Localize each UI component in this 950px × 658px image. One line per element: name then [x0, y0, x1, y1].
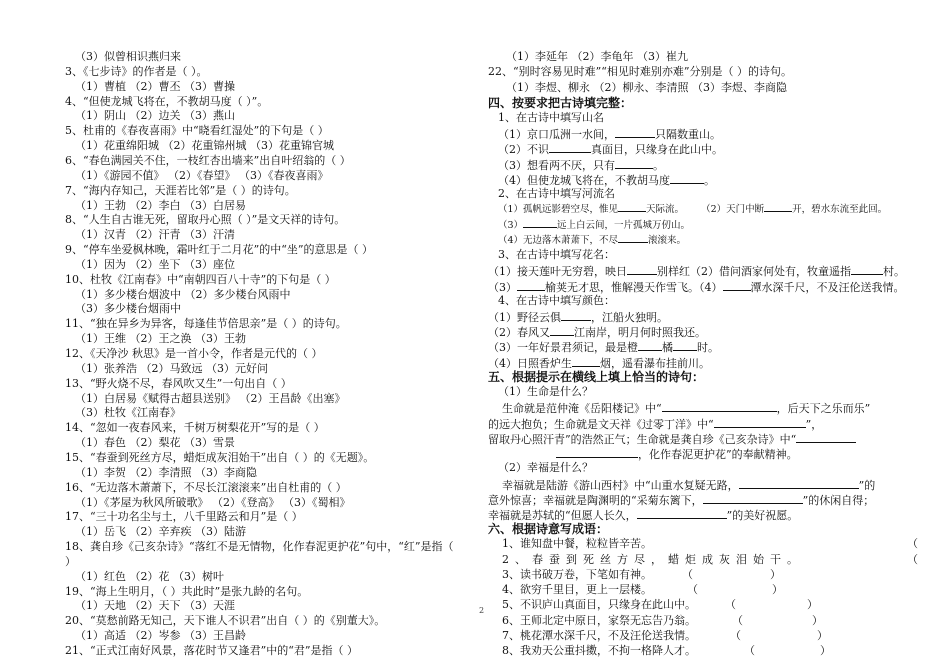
section-6-heading: 六、根据诗意写成语： [488, 522, 609, 537]
s4-1-title: 1、在古诗中填写山名 [498, 110, 604, 124]
q8-options: （1）汉青 （2）汗青 （3）汗清 [75, 228, 235, 242]
q21-options: （1）李延年 （2）李龟年 （3）崔九 [506, 50, 688, 63]
q18-question: 18、龚自珍《己亥杂诗》“落红不是无情物，化作春泥更护花”句中，“红”是指（ [65, 540, 454, 554]
q8-question: 8、“人生自古谁无死，留取丹心照（ ）”是文天祥的诗句。 [65, 213, 346, 227]
s4-4-2: （2）春风又 江南岸，明月何时照我还。 [488, 326, 706, 340]
q4-question: 4、“但使龙城飞将在，不教胡马度（ ）”。 [65, 94, 269, 108]
answer-blank[interactable] [618, 233, 648, 243]
q3-question: 3、《七步诗》的作者是（ ）。 [65, 64, 208, 78]
q7-options: （1）王勃 （2）李白 （3）白居易 [75, 198, 246, 212]
q13-options-a: （1）白居易《赋得古超县送别》 （2）王昌龄《出塞》 [75, 391, 346, 405]
q17-question: 17、“三十功名尘与土，八千里路云和月”是（ ） [65, 510, 303, 524]
q16-options: （1）《茅屋为秋风所破歌》 （2）《登高》 （3）《蜀相》 [75, 495, 351, 509]
s5-1-title: （1）生命是什么？ [498, 385, 593, 399]
answer-blank[interactable] [851, 263, 883, 275]
q20-options: （1）高适 （2）岑参 （3）王昌龄 [75, 629, 246, 643]
q17-options: （1）岳飞 （2）辛弃疾 （3）陆游 [75, 525, 246, 539]
q18-question-cont: ） [65, 554, 76, 568]
s4-4-4: （4）日照香炉生 烟，遥看瀑布挂前川。 [488, 356, 710, 370]
s4-2-4: （4）无边落木萧萧下，不尽 滚滚来。 [498, 234, 687, 246]
s6-item-5: 5、不识庐山真面目，只缘身在此山中。 （ ） [502, 598, 818, 612]
q13-question: 13、“野火烧不尽，春风吹又生”一句出自（ ） [65, 376, 292, 390]
q19-question: 19、“海上生明月，（ ）共此时”是张九龄的名句。 [65, 584, 309, 598]
q20-question: 20、“莫愁前路无知己，天下谁人不识君”出自（ ）的《别董大》。 [65, 614, 386, 628]
q21-question: 21、“正式江南好风景，落花时节又逢君”中的“君”是指（ ） [65, 644, 358, 657]
q6-options: （1）《游园不值》 （2）《春望》 （3）《春夜喜雨》 [75, 168, 329, 182]
q13-options-b: （3）杜牧《江南春》 [75, 406, 181, 420]
q3-options: （1）曹植 （2）曹丕 （3）曹操 [75, 79, 235, 93]
answer-blank[interactable] [637, 507, 727, 519]
page-number: 2 [479, 606, 485, 615]
q19-options: （1）天地 （2）天下 （3）天涯 [75, 599, 235, 613]
q5-options: （1）花重绵阳城 （2）花重锦州城 （3）花重锦官城 [75, 139, 334, 153]
s6-item-3: 3、读书破万卷，下笔如有神。 （ ） [502, 567, 781, 581]
answer-blank[interactable] [796, 431, 856, 443]
answer-blank[interactable] [615, 126, 655, 138]
answer-blank[interactable] [703, 492, 803, 504]
s6-item-8: 8、我劝天公重抖擞，不拘一格降人才。 （ ） [502, 644, 831, 657]
answer-blank[interactable] [673, 339, 697, 351]
s5-1-line2: 的远大抱负；生命就是文天祥《过零丁洋》中“ ”， [488, 417, 823, 431]
q11-question: 11、“独在异乡为异客，每逢佳节倍思亲”是（ ）的诗句。 [65, 317, 347, 331]
s4-3-title: 3、在古诗中填写花名： [498, 248, 615, 261]
q11-options: （1）王维 （2）王之涣 （3）王勃 [75, 332, 246, 346]
answer-blank[interactable] [764, 202, 792, 212]
s4-2-title: 2、在古诗中填写河流名 [498, 187, 615, 201]
answer-blank[interactable] [670, 172, 704, 184]
q4-options: （1）阴山 （2）边关 （3）燕山 [75, 109, 235, 123]
s5-2-line1: 幸福就是陆游《游山西村》中“山重水复疑无路， ”的 [502, 478, 876, 492]
answer-blank[interactable] [556, 446, 638, 458]
q5-question: 5、杜甫的《春夜喜雨》中“晓看红湿处”的下句是（ ） [65, 124, 329, 138]
q7-question: 7、“海内存知己，天涯若比邻”是（ ）的诗句。 [65, 183, 296, 197]
answer-blank[interactable] [714, 416, 806, 428]
q9-options: （1）因为 （2）坐下 （3）座位 [75, 257, 235, 271]
q10-options-b: （3）多少楼台烟雨中 [75, 302, 181, 316]
q9-question: 9、“停车坐爱枫林晚，霜叶红于二月花”的中“坐”的意思是（ ） [65, 243, 373, 256]
answer-blank[interactable] [549, 141, 591, 153]
answer-blank[interactable] [638, 339, 662, 351]
q16-question: 16、“无边落木萧萧下，不尽长江滚滚来”出自杜甫的（ ） [65, 480, 347, 494]
answer-blank[interactable] [523, 218, 557, 228]
q10-question: 10、杜牧《江南春》中“南朝四百八十寺”的下句是（ ） [65, 272, 336, 286]
q14-question: 14、“忽如一夜春风来，千树万树梨花开”写的是（ ） [65, 421, 325, 435]
s4-3-1-2: （1）接天莲叶无穷碧，映日 别样红（2）借问酒家何处有，牧童遥指 村。 [488, 265, 905, 279]
s6-item-7: 7、桃花潭水深千尺，不及汪伦送我情。 （ ） [502, 628, 828, 642]
s4-1-2: （2）不识 真面目，只缘身在此山中。 [498, 143, 723, 157]
answer-blank[interactable] [618, 202, 646, 212]
s6-item-1: 1、谁知盘中餐，粒粒皆辛苦。 （ [502, 537, 918, 551]
q14-options: （1）春色 （2）梨花 （3）雪景 [75, 436, 235, 450]
q2-option-3: （3）似曾相识燕归来 [75, 50, 181, 63]
s5-1-line3: 留取丹心照汗青”的浩然正气；生命就是龚自珍《己亥杂诗》中“ [488, 431, 856, 447]
q22-question: 22、“别时容易见时难”“相见时难别亦难”分别是（ ）的诗句。 [488, 65, 792, 79]
s4-1-1: （1）京口瓜洲一水间， 只隔数重山。 [498, 128, 721, 142]
section-4-heading: 四、按要求把古诗填完整： [488, 95, 633, 110]
section-5-heading: 五、根据提示在横线上填上恰当的诗句： [488, 369, 705, 384]
q12-options: （1）张养浩 （2）马致远 （3）元好问 [75, 361, 268, 375]
s4-2-3: （3） 远上白云间，一片孤城万仞山。 [498, 219, 691, 231]
s5-1-line4: ，化作春泥更护花”的奉献精神。 [556, 446, 798, 462]
answer-blank[interactable] [517, 279, 545, 291]
s4-1-3: （3）想看两不厌，只有 。 [498, 158, 664, 172]
q15-options: （1）李贺 （2）李清照 （3）李商隐 [75, 465, 257, 479]
s5-1-line1: 生命就是范仲淹《岳阳楼记》中“ ，后天下之乐而乐” [502, 402, 871, 416]
s4-4-1: （1）野径云俱 ，江船火独明。 [488, 310, 668, 324]
s5-2-line2: 意外惊喜；幸福就是陶渊明的“采菊东篱下， ”的休闲自得； [488, 493, 875, 507]
answer-blank[interactable] [662, 400, 777, 412]
answer-blank[interactable] [739, 477, 859, 489]
s6-item-4: 4、欲穷千里目，更上一层楼。 （ ） [502, 583, 783, 597]
s5-2-title: （2）幸福是什么？ [498, 461, 593, 475]
s4-1-4: （4）但使龙城飞将在，不教胡马度 。 [498, 173, 715, 187]
q15-question: 15、“春蚕到死丝方尽，蜡炬成灰泪始干”出自（ ）的《无题》。 [65, 450, 375, 464]
s4-2-1-2: （1）孤帆远影碧空尽，惟见 天际流。 （2）天门中断 开，碧水东流至此回。 [498, 204, 888, 216]
q18-options: （1）红色 （2）花 （3）树叶 [75, 569, 224, 583]
s6-item-6: 6、王师北定中原日，家祭无忘告乃翁。 （ ） [502, 613, 823, 627]
answer-blank[interactable] [627, 263, 657, 275]
s4-4-3: （3）一年好景君须记，最是橙 橘 时。 [488, 341, 719, 355]
s4-4-title: 4、在古诗中填写颜色： [498, 293, 615, 307]
answer-blank[interactable] [615, 157, 653, 169]
answer-blank[interactable] [572, 355, 600, 367]
q6-question: 6、“春色满园关不住，一枝红杏出墙来”出自叶绍翁的（ ） [65, 154, 351, 167]
answer-blank[interactable] [561, 309, 591, 321]
s6-item-2: 2、春蚕到死丝方尽，蜡炬成灰泪始干。 （ [502, 552, 918, 566]
q22-options: （1）李煜、柳永 （2）柳永、李清照 （3）李煜、李商隐 [506, 80, 787, 94]
answer-blank[interactable] [550, 324, 574, 336]
answer-blank[interactable] [723, 279, 751, 291]
s4-3-3-4: （3） 榆荚无才思，惟解漫天作雪飞。（4） 潭水深千尺，不及汪伦送我情。 [488, 280, 905, 294]
q10-options-a: （1）多少楼台烟波中 （2）多少楼台风雨中 [75, 287, 291, 301]
s5-2-line3: 幸福就是苏轼的“但愿人长久， ”的美好祝愿。 [488, 508, 799, 522]
q12-question: 12、《天净沙 秋思》是一首小令，作者是元代的（ ） [65, 347, 323, 360]
